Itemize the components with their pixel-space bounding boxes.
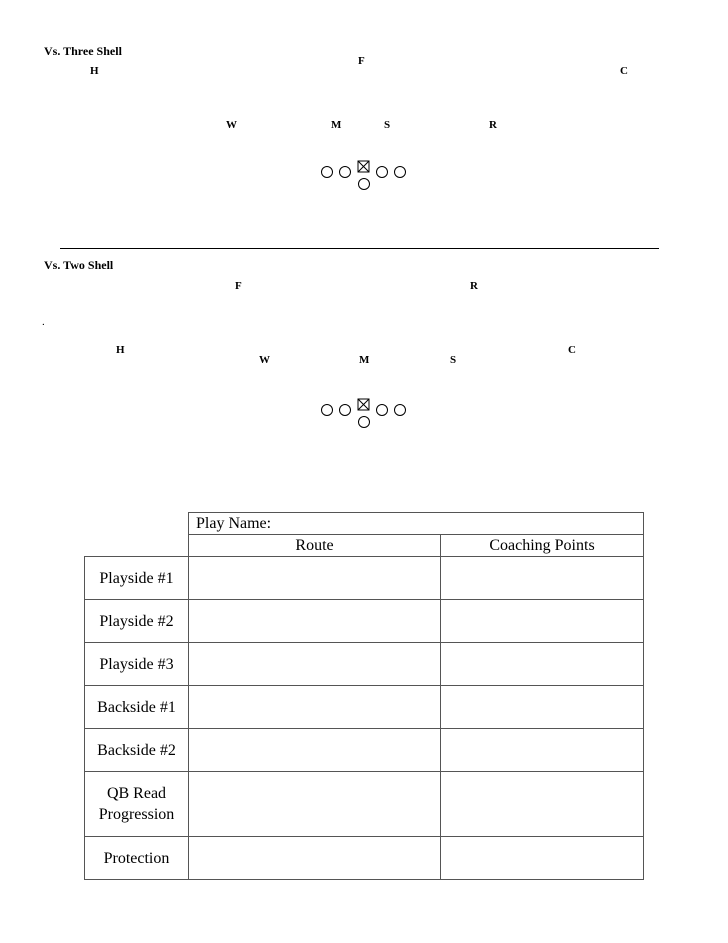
route-cell-qb-read[interactable] [189,772,441,837]
table-row [85,557,644,600]
table-row [85,643,644,686]
play-sheet-table [84,512,644,880]
coaching-cell-playside-2[interactable] [441,600,644,643]
two-shell-quarterback-circle [359,417,370,428]
route-cell-playside-2[interactable] [189,600,441,643]
three-shell-left-tackle-circle [322,167,333,178]
two-shell-r-label: R [470,280,478,292]
three-shell-left-guard-circle [340,167,351,178]
header-row [85,535,644,557]
qb-read-label-line-1: QB Read [106,785,167,802]
table-row [85,772,644,837]
play-name-label: Play Name: [196,515,272,532]
route-cell-backside-2[interactable] [189,729,441,772]
empty-header-cell [85,535,189,557]
route-cell-protection[interactable] [189,837,441,880]
row-label-backside-2: Backside #2 [85,729,189,772]
three-shell-heading: Vs. Three Shell [44,44,122,58]
route-cell-playside-1[interactable] [189,557,441,600]
route-cell-backside-1[interactable] [189,686,441,729]
three-shell-m-label: M [331,119,342,131]
row-label-backside-1: Backside #1 [85,686,189,729]
two-shell-right-guard-circle [377,405,388,416]
section-divider [60,248,659,249]
coaching-points-header: Coaching Points [441,535,644,557]
stray-mark: . [42,316,45,328]
route-header: Route [189,535,441,557]
play-name-row [85,513,644,535]
two-shell-left-guard-circle [340,405,351,416]
three-shell-r-label: R [489,119,497,131]
three-shell-quarterback-circle [359,179,370,190]
two-shell-f-label: F [235,280,242,292]
three-shell-offensive-line [318,158,410,192]
three-shell-w-label: W [226,119,237,131]
three-shell-s-label: S [384,119,391,131]
three-shell-right-guard-circle [377,167,388,178]
row-label-qb-read-progression [85,772,189,837]
two-shell-w-label: W [259,354,270,366]
table-row [85,686,644,729]
row-label-playside-2: Playside #2 [85,600,189,643]
two-shell-left-tackle-circle [322,405,333,416]
two-shell-offensive-line [318,396,410,430]
table-row [85,837,644,880]
route-cell-playside-3[interactable] [189,643,441,686]
three-shell-c-label: C [620,65,628,77]
three-shell-h-label: H [90,65,99,77]
two-shell-s-label: S [450,354,457,366]
two-shell-h-label: H [116,344,125,356]
three-shell-right-tackle-circle [395,167,406,178]
row-label-protection: Protection [85,837,189,880]
coaching-cell-playside-1[interactable] [441,557,644,600]
table-row [85,600,644,643]
two-shell-right-tackle-circle [395,405,406,416]
qb-read-label-line-2: Progression [98,806,175,823]
row-label-playside-3: Playside #3 [85,643,189,686]
two-shell-m-label: M [359,354,370,366]
row-label-playside-1: Playside #1 [85,557,189,600]
two-shell-c-label: C [568,344,576,356]
coaching-cell-protection[interactable] [441,837,644,880]
two-shell-heading: Vs. Two Shell [44,258,114,272]
play-name-cell[interactable] [189,513,644,535]
coaching-cell-backside-2[interactable] [441,729,644,772]
coaching-cell-backside-1[interactable] [441,686,644,729]
empty-corner-cell [85,513,189,535]
three-shell-f-label: F [358,55,365,67]
table-row [85,729,644,772]
coaching-cell-qb-read[interactable] [441,772,644,837]
coaching-cell-playside-3[interactable] [441,643,644,686]
